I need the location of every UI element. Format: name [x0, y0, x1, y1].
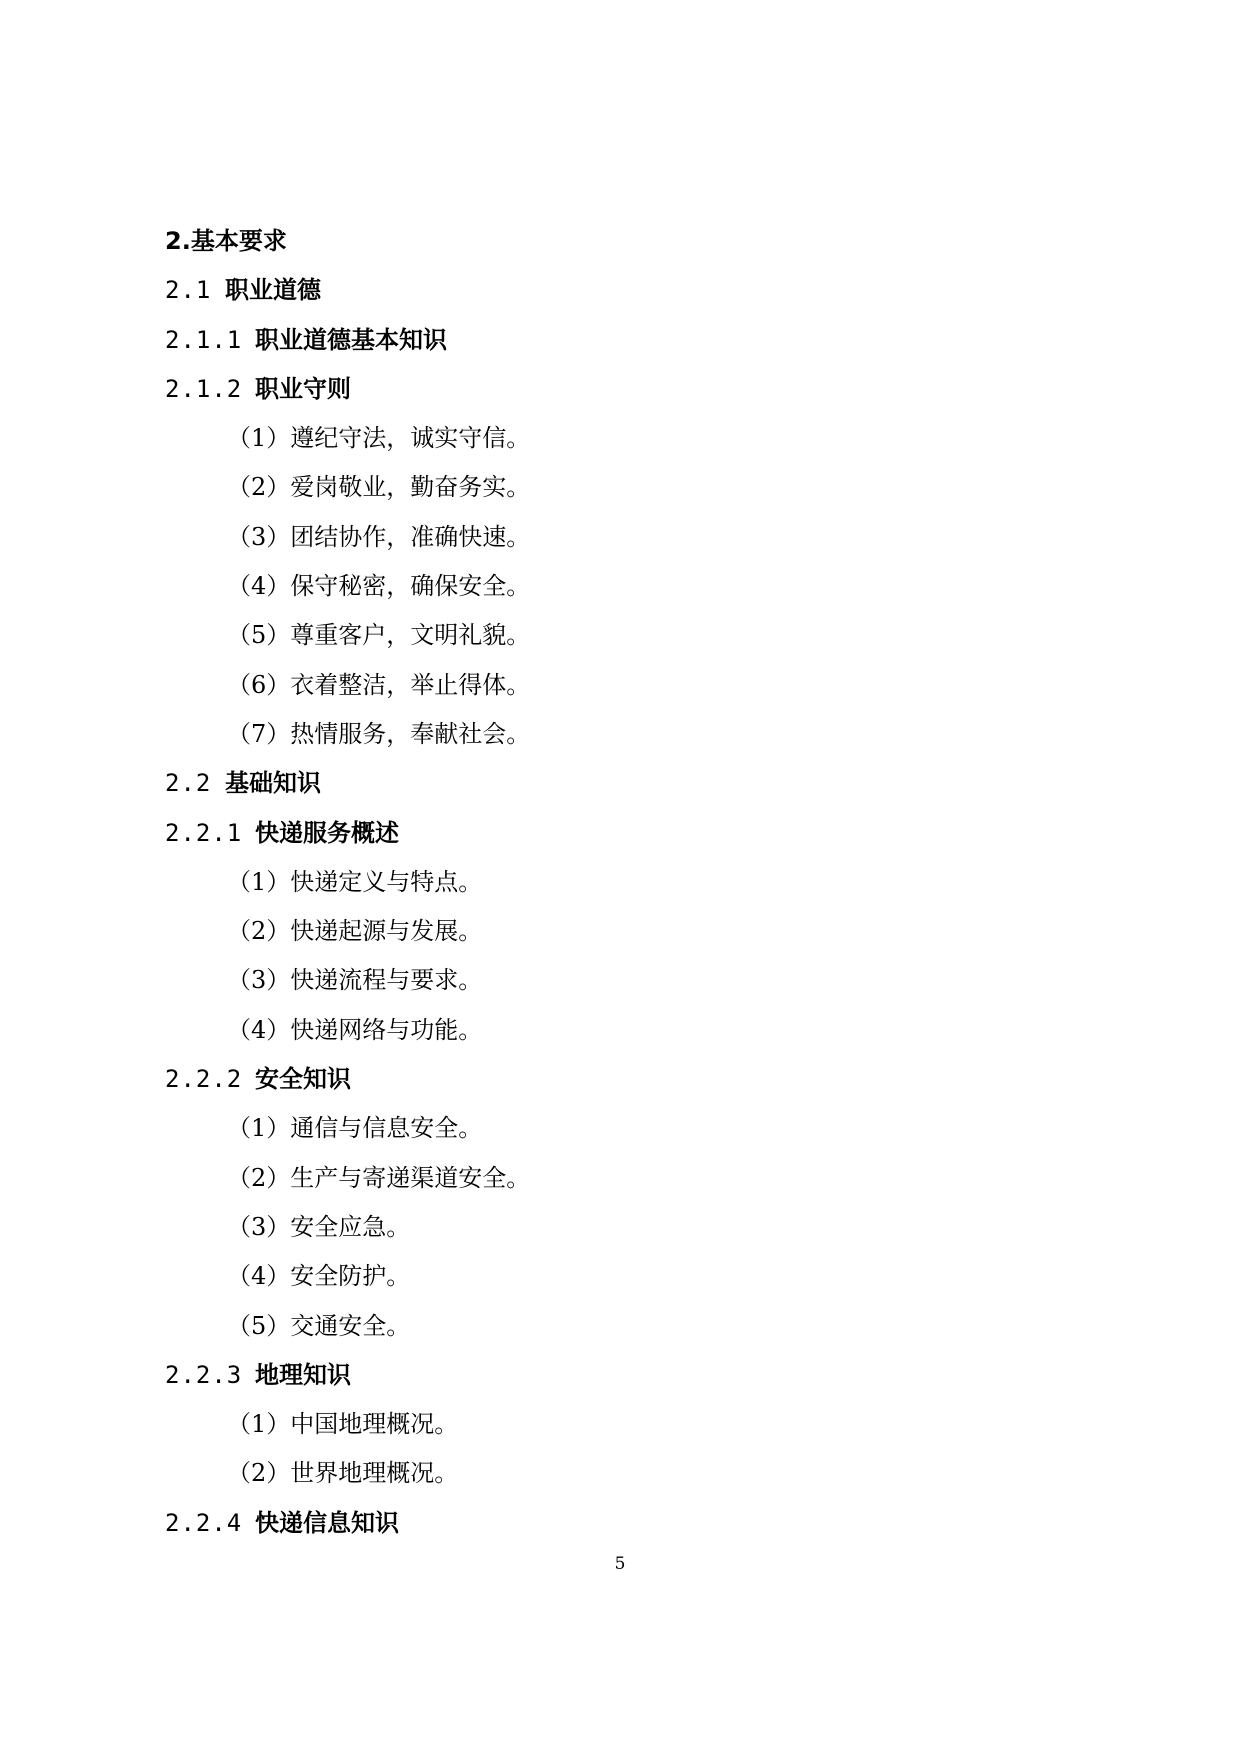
section-heading-2-1: [165, 266, 1065, 315]
list-item: [165, 858, 1065, 907]
item-marker: （6）: [227, 670, 291, 699]
section-number: 2.2.1: [165, 818, 243, 847]
section-heading-2-2-2: [165, 1055, 1065, 1104]
list-item: [165, 1154, 1065, 1203]
item-text: 快递定义与特点。: [290, 867, 483, 896]
item-text: 中国地理概况。: [290, 1410, 459, 1439]
item-text: 爱岗敬业，勤奋务实。: [290, 473, 531, 502]
section-number: 2.1.2: [165, 374, 243, 403]
list-item: [165, 1006, 1065, 1055]
item-text: 世界地理概况。: [290, 1459, 459, 1488]
list-item: [165, 1252, 1065, 1301]
section-heading-2-2-1: [165, 809, 1065, 858]
section-heading-2-1-2: [165, 365, 1065, 414]
item-marker: （2）: [227, 1459, 291, 1488]
item-marker: （1）: [227, 1114, 291, 1143]
item-marker: （2）: [227, 473, 291, 502]
item-marker: （5）: [227, 1311, 291, 1340]
item-text: 快递起源与发展。: [290, 917, 483, 946]
item-text: 衣着整洁，举止得体。: [290, 670, 531, 699]
item-text: 通信与信息安全。: [290, 1114, 483, 1143]
item-text: 交通安全。: [290, 1311, 411, 1340]
list-item: [165, 956, 1065, 1005]
section-title: 快递信息知识: [255, 1508, 399, 1537]
section-title: 安全知识: [255, 1065, 351, 1094]
item-marker: （4）: [227, 1015, 291, 1044]
item-marker: （2）: [227, 1163, 291, 1192]
item-text: 快递流程与要求。: [290, 966, 483, 995]
section-number: 2.1.1: [165, 325, 243, 354]
section-heading-2-2: [165, 759, 1065, 808]
list-item: [165, 710, 1065, 759]
section-title: 职业道德基本知识: [255, 325, 447, 354]
item-text: 尊重客户，文明礼貌。: [290, 621, 531, 650]
list-item: [165, 1302, 1065, 1351]
list-item: [165, 463, 1065, 512]
item-text: 快递网络与功能。: [290, 1015, 483, 1044]
section-number: 2.2.3: [165, 1360, 243, 1389]
item-marker: （3）: [227, 522, 291, 551]
section-number: 2.2.4: [165, 1508, 243, 1537]
list-item: [165, 513, 1065, 562]
page-content: [165, 217, 1065, 1548]
section-title: 基础知识: [225, 769, 321, 798]
item-text: 安全应急。: [290, 1212, 411, 1241]
item-text: 遵纪守法，诚实守信。: [290, 424, 531, 453]
section-heading-2: [165, 217, 1065, 266]
item-marker: （4）: [227, 1262, 291, 1291]
item-text: 热情服务，奉献社会。: [290, 719, 531, 748]
section-number: 2.2.2: [165, 1065, 243, 1094]
section-title: 地理知识: [255, 1360, 351, 1389]
list-item: [165, 1449, 1065, 1498]
list-item: [165, 414, 1065, 463]
section-heading-2-2-3: [165, 1351, 1065, 1400]
item-marker: （1）: [227, 867, 291, 896]
section-heading-2-2-4: [165, 1499, 1065, 1548]
section-number: 2.1: [165, 276, 212, 305]
section-heading-2-1-1: [165, 316, 1065, 365]
section-title: 快递服务概述: [255, 818, 399, 847]
section-number: 2.2: [165, 769, 212, 798]
list-item: [165, 611, 1065, 660]
page-number: 5: [614, 1554, 626, 1574]
item-marker: （7）: [227, 719, 291, 748]
item-marker: （2）: [227, 917, 291, 946]
item-marker: （1）: [227, 424, 291, 453]
item-marker: （4）: [227, 572, 291, 601]
item-marker: （3）: [227, 966, 291, 995]
item-marker: （5）: [227, 621, 291, 650]
item-marker: （3）: [227, 1212, 291, 1241]
section-title: 职业守则: [255, 374, 351, 403]
section-title: 职业道德: [225, 276, 321, 305]
item-text: 团结协作，准确快速。: [290, 522, 531, 551]
list-item: [165, 1104, 1065, 1153]
item-text: 安全防护。: [290, 1262, 411, 1291]
list-item: [165, 1203, 1065, 1252]
list-item: [165, 562, 1065, 611]
list-item: [165, 661, 1065, 710]
section-title: 2.基本要求: [165, 227, 287, 255]
item-text: 保守秘密，确保安全。: [290, 572, 531, 601]
item-marker: （1）: [227, 1410, 291, 1439]
item-text: 生产与寄递渠道安全。: [290, 1163, 531, 1192]
list-item: [165, 907, 1065, 956]
list-item: [165, 1400, 1065, 1449]
